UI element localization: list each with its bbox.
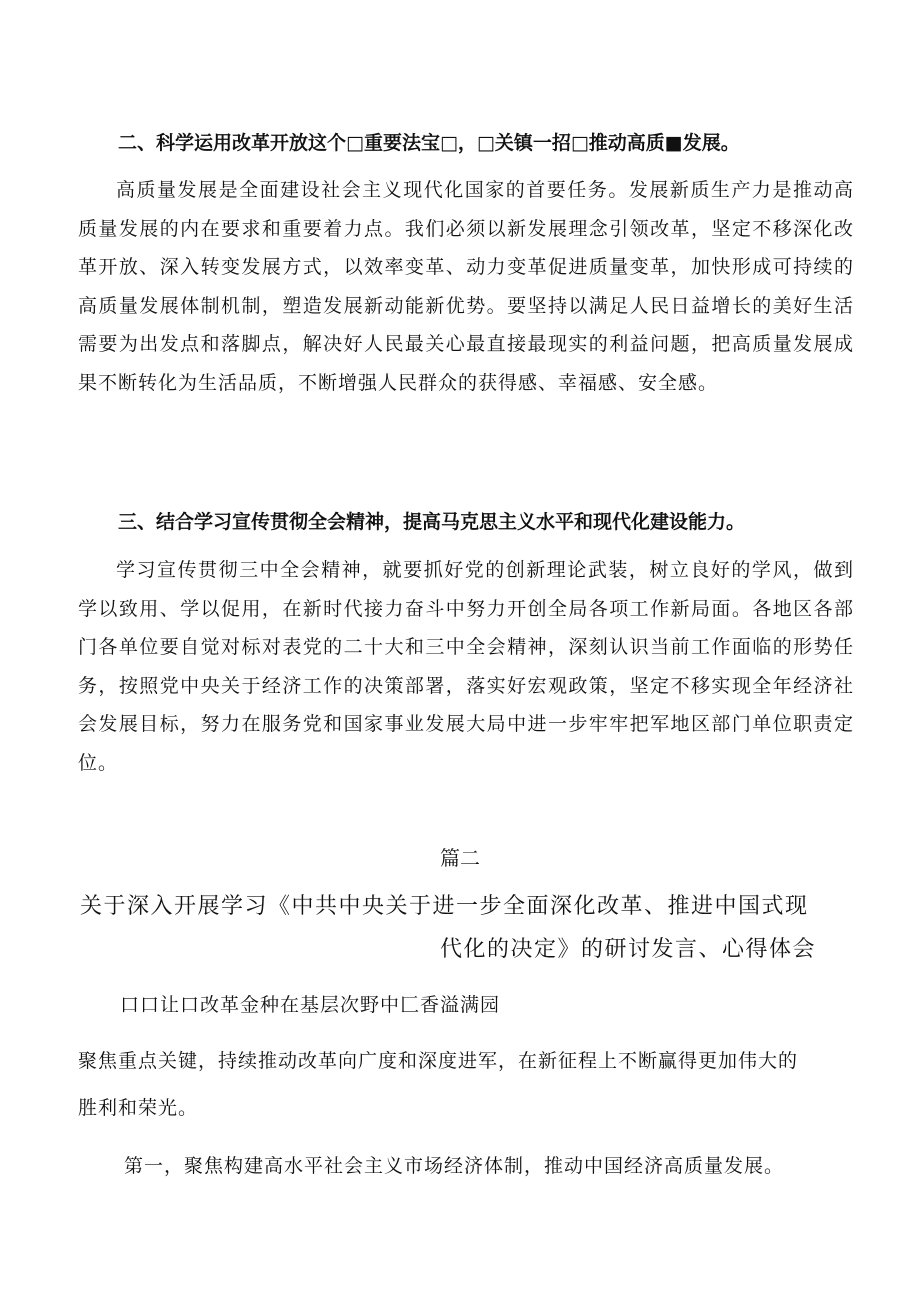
paragraph-line-1: 聚焦重点关键，持续推动改革向广度和深度进军，在新征程上不断赢得更加伟大的 <box>78 1050 799 1072</box>
part-label: 篇二 <box>440 846 480 870</box>
section-2-paragraph: 高质量发展是全面建设社会主义现代化国家的首要任务。发展新质生产力是推动高质量发展的内在要求和重要着力点。我们必须以新发展理念引领改革，坚定不移深化改革开放、深入转变发展方式，以效率变革、动力变革促进质量变革，加快形成可持续的高质量发展体制机制，塑造发展新动能新优势。要坚持以满足人民日益增长的美好生活需要为出发点和落脚点，解决好人民最关心最直接最现实的利益问题，把高质量发展成果不断转化为生活品质，不断增强人民群众的获得感、幸福感、安全感。 <box>78 179 854 394</box>
point-one: 第一，聚焦构建高水平社会主义市场经济体制，推动中国经济高质量发展。 <box>124 1155 785 1177</box>
paragraph-line-2: 胜利和荣光。 <box>78 1097 199 1119</box>
section-3-heading: 三、结合学习宣传贯彻全会精神，提高马克思主义水平和现代化建设能力。 <box>118 511 746 533</box>
article-title-line-1: 关于深入开展学习《中共中央关于进一步全面深化改革、推进中国式现 <box>80 894 809 919</box>
article-title-line-2: 代化的决定》的研讨发言、心得体会 <box>440 937 817 962</box>
section-3-paragraph: 学习宣传贯彻三中全会精神，就要抓好党的创新理论武装，树立良好的学风，做到学以致用、学以促用，在新时代接力奋斗中努力开创全局各项工作新局面。各地区各部门各单位要自觉对标对表党的二十大和三中全会精神，深刻认识当前工作面临的形势任务，按照党中央关于经济工作的决策部署，落实好宏观政策，坚定不移实现全年经济社会发展目标，努力在服务党和国家事业发展大局中进一步牢牢把军地区部门单位职责定位。 <box>78 559 854 774</box>
article-subtitle: 口口让口改革金种在基层次野中匚香溢满园 <box>120 994 501 1016</box>
section-2-heading: 二、科学运用改革开放这个□重要法宝□，□关镇一招□推动高质■发展。 <box>118 132 740 154</box>
